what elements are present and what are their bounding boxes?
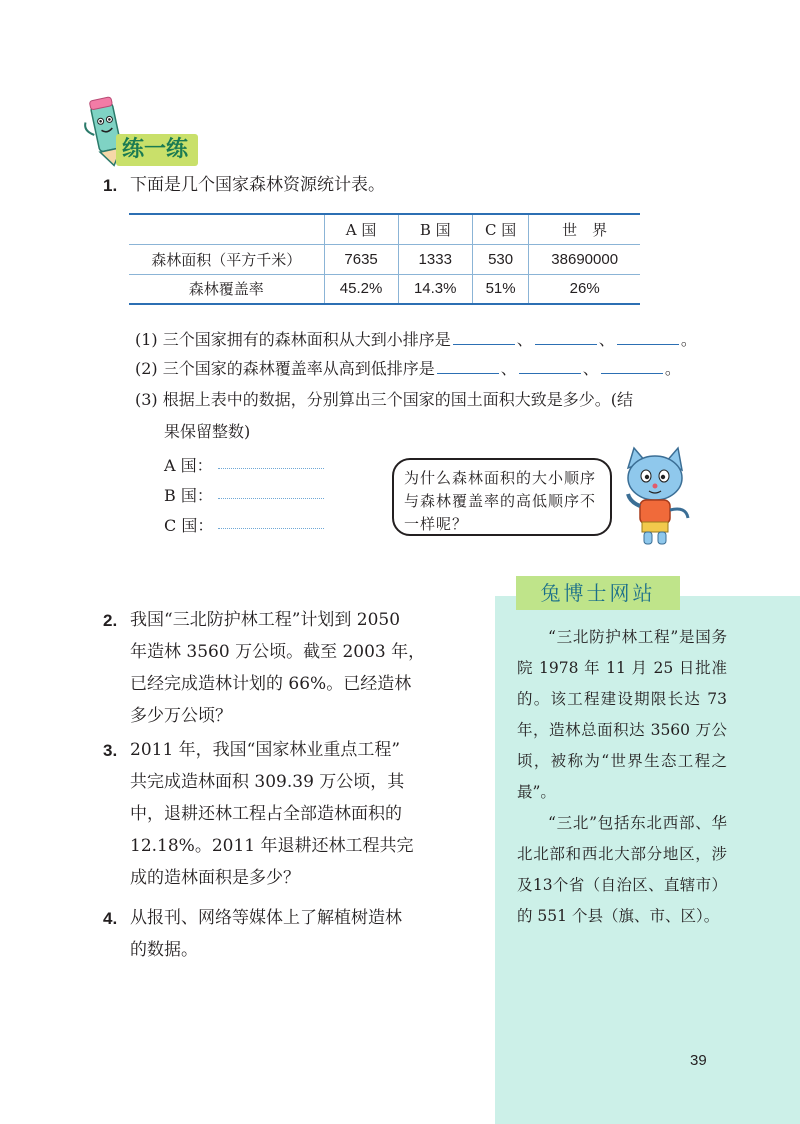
section-title: 练一练: [116, 134, 198, 166]
question-number: 2.: [103, 611, 118, 630]
forest-stats-table: [129, 213, 640, 305]
question-text: 从报刊、网络等媒体上了解植树造林: [130, 908, 402, 928]
period: 。: [664, 359, 681, 378]
table-cell: 1333: [398, 244, 472, 274]
answer-blank[interactable]: [601, 358, 663, 374]
subquestion-text: 根据上表中的数据，分别算出三个国家的国土面积大致是多少。(结: [162, 390, 634, 409]
question-text: 2011 年，我国“国家林业重点工程”: [130, 740, 401, 760]
question-number: 3.: [103, 741, 118, 760]
answer-blank[interactable]: [453, 329, 515, 345]
table-row: [129, 244, 640, 274]
table-header-row: [129, 214, 640, 244]
page-number: 39: [690, 1052, 707, 1069]
answer-blank[interactable]: [437, 358, 499, 374]
question-text: 共完成造林面积 309.39 万公顷，其: [130, 772, 405, 792]
table-cell: 26%: [529, 274, 640, 304]
sidebar-title: 兔博士网站: [516, 576, 680, 610]
answer-blank[interactable]: [519, 358, 581, 374]
question-text: 12.18%。2011 年退耕还林工程共完: [130, 836, 414, 856]
table-cell: 14.3%: [398, 274, 472, 304]
table-header-cell: [129, 214, 324, 244]
separator: 、: [582, 359, 599, 378]
question-number: 4.: [103, 909, 118, 928]
answer-line-a[interactable]: [218, 468, 324, 469]
subquestion-3-cont: 果保留整数): [164, 422, 251, 441]
table-cell: 45.2%: [324, 274, 398, 304]
answer-blank[interactable]: [617, 329, 679, 345]
separator: 、: [500, 359, 517, 378]
sidebar-text: [517, 622, 727, 932]
cat-mascot-icon: [616, 446, 694, 546]
table-header-cell: A 国: [324, 214, 398, 244]
question-text: 年造林 3560 万公顷。截至 2003 年，: [130, 642, 426, 662]
answer-blank[interactable]: [535, 329, 597, 345]
subquestion-number: (2): [135, 359, 158, 378]
sidebar-paragraph: “三北”包括东北西部、华北北部和西北大部分地区，涉及13个省（自治区、直辖市）的 551 个县（旗、市、区）。: [517, 814, 727, 925]
question-text: 我国“三北防护林工程”计划到 2050: [130, 610, 401, 630]
question-number: 1.: [103, 176, 118, 195]
subquestion-number: (1): [135, 330, 158, 349]
subquestion-text: 三个国家拥有的森林面积从大到小排序是: [162, 330, 451, 349]
answer-label-b: B 国：: [164, 486, 213, 505]
table-cell: 51%: [472, 274, 529, 304]
subquestion-2: [135, 355, 681, 383]
question-text: 中，退耕还林工程占全部造林面积的: [130, 804, 402, 824]
speech-bubble: 为什么森林面积的大小顺序与森林覆盖率的高低顺序不一样呢？: [392, 458, 612, 536]
question-text: 多少万公顷？: [130, 706, 232, 726]
sidebar-paragraph: “三北防护林工程”是国务院 1978 年 11 月 25 日批准的。该工程建设期限长达 73 年，造林总面积达 3560 万公顷，被称为“世界生态工程之最”。: [517, 628, 727, 801]
separator: 、: [598, 330, 615, 349]
table-cell: 7635: [324, 244, 398, 274]
subquestion-number: (3): [135, 390, 158, 409]
subquestion-text: 三个国家的森林覆盖率从高到低排序是: [162, 359, 435, 378]
table-row-label: 森林面积（平方千米）: [129, 244, 324, 274]
table-header-cell: 世 界: [529, 214, 640, 244]
period: 。: [680, 330, 697, 349]
answer-line-b[interactable]: [218, 498, 324, 499]
table-header-cell: C 国: [472, 214, 529, 244]
subquestion-3: [135, 386, 705, 414]
table-row: [129, 274, 640, 304]
table-cell: 530: [472, 244, 529, 274]
separator: 、: [516, 330, 533, 349]
answer-label-c: C 国：: [164, 516, 214, 535]
subquestion-1: [135, 326, 697, 354]
answer-line-c[interactable]: [218, 528, 324, 529]
table-header-cell: B 国: [398, 214, 472, 244]
question-text: 成的造林面积是多少？: [130, 868, 300, 888]
table-cell: 38690000: [529, 244, 640, 274]
table-row-label: 森林覆盖率: [129, 274, 324, 304]
answer-label-a: A 国：: [164, 456, 213, 475]
question-text: 已经完成造林计划的 66%。已经造林: [130, 674, 412, 694]
question-text: 下面是几个国家森林资源统计表。: [130, 175, 385, 195]
question-text: 的数据。: [130, 940, 198, 960]
